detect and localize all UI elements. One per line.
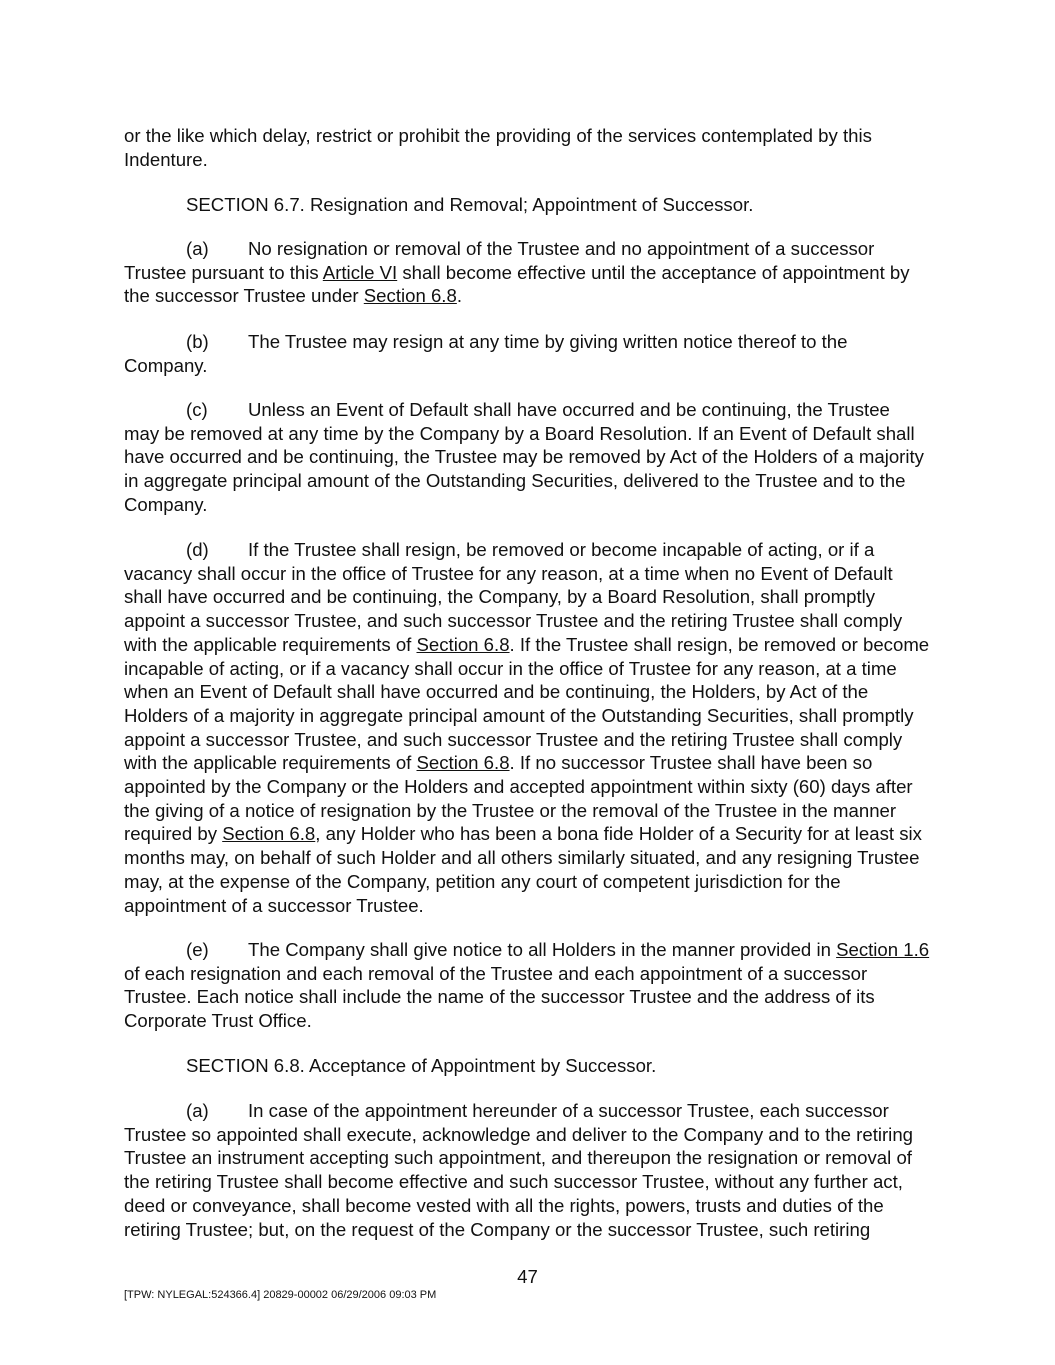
section-6-7-e: (e) The Company shall give notice to all Holders in the manner provided in Section 1.6 of each resignation and each removal of the Trustee and each appointment of a successor Trustee. Each notice shall include the name of the successor Trustee and the address of its Corporate Trust Office. <box>124 939 930 1032</box>
article-vi-reference[interactable]: Article VI <box>322 261 398 283</box>
section-6-8-heading: SECTION 6.8. Acceptance of Appointment by Successor. <box>186 1055 657 1076</box>
section-6-7-heading: SECTION 6.7. Resignation and Removal; Appointment of Successor. <box>186 194 754 215</box>
section-6-8-reference[interactable]: Section 6.8 <box>416 752 510 774</box>
document-footer: [TPW: NYLEGAL:524366.4] 20829-00002 06/29/2006 09:03 PM <box>124 1289 437 1301</box>
page-number: 47 <box>517 1266 538 1287</box>
section-6-8-reference[interactable]: Section 6.8 <box>363 285 457 307</box>
section-6-8-reference[interactable]: Section 6.8 <box>222 823 316 845</box>
section-6-7-c: (c) Unless an Event of Default shall have occurred and be continuing, the Trustee may be removed at any time by the Company by a Board Resolution. If an Event of Default shall have occurred and be continuing, the Trustee may be removed by Act of the Holders of a majority in aggregate principal amount of the Outstanding Securities, delivered to the Trustee and to the Company. <box>124 399 924 515</box>
section-6-7-b: (b) The Trustee may resign at any time by giving written notice thereof to the Company. <box>124 331 848 376</box>
section-6-7-a: (a) No resignation or removal of the Trustee and no appointment of a successor Trustee pursuant to this Article VI shall become effective until the acceptance of appointment by the successor Trustee under Section 6.8. <box>124 238 910 307</box>
continuation-paragraph: or the like which delay, restrict or prohibit the providing of the services contemplated by this Indenture. <box>124 125 872 170</box>
section-6-8-reference[interactable]: Section 6.8 <box>416 633 510 655</box>
section-6-7-d: (d) If the Trustee shall resign, be removed or become incapable of acting, or if a vacancy shall occur in the office of Trustee for any reason, at a time when no Event of Default shall have occurred and be continuing, the Company, by a Board Resolution, shall promptly appoint a successor Trustee, and such successor Trustee and the retiring Trustee shall comply with the applicable requirements of Section 6.8. If the Trustee shall resign, be removed or become incapable of acting, or if a vacancy shall occur in the office of Trustee for any reason, at a time when an Event of Default shall have occurred and be continuing, the Holders, by Act of the Holders of a majority in aggregate principal amount of the Outstanding Securities, shall promptly appoint a successor Trustee, and such successor Trustee and the retiring Trustee shall comply with the applicable requirements of Section 6.8. If no successor Trustee shall have been so appointed by the Company or the Holders and accepted appointment within sixty (60) days after the giving of a notice of resignation by the Trustee or the removal of the Trustee in the manner required by Section 6.8, any Holder who has been a bona fide Holder of a Security for at least six months may, on behalf of such Holder and all others similarly situated, and any resigning Trustee may, at the expense of the Company, petition any court of competent jurisdiction for the appointment of a successor Trustee. <box>124 539 930 916</box>
section-1-6-reference[interactable]: Section 1.6 <box>836 939 930 960</box>
section-6-8-a: (a) In case of the appointment hereunder of a successor Trustee, each successor Trustee so appointed shall execute, acknowledge and deliver to the Company and to the retiring Trustee an instrument accepting such appointment, and thereupon the resignation or removal of the retiring Trustee shall become effective and such successor Trustee, without any further act, deed or conveyance, shall become vested with all the rights, powers, trusts and duties of the retiring Trustee; but, on the request of the Company or the successor Trustee, such retiring <box>124 1100 913 1240</box>
